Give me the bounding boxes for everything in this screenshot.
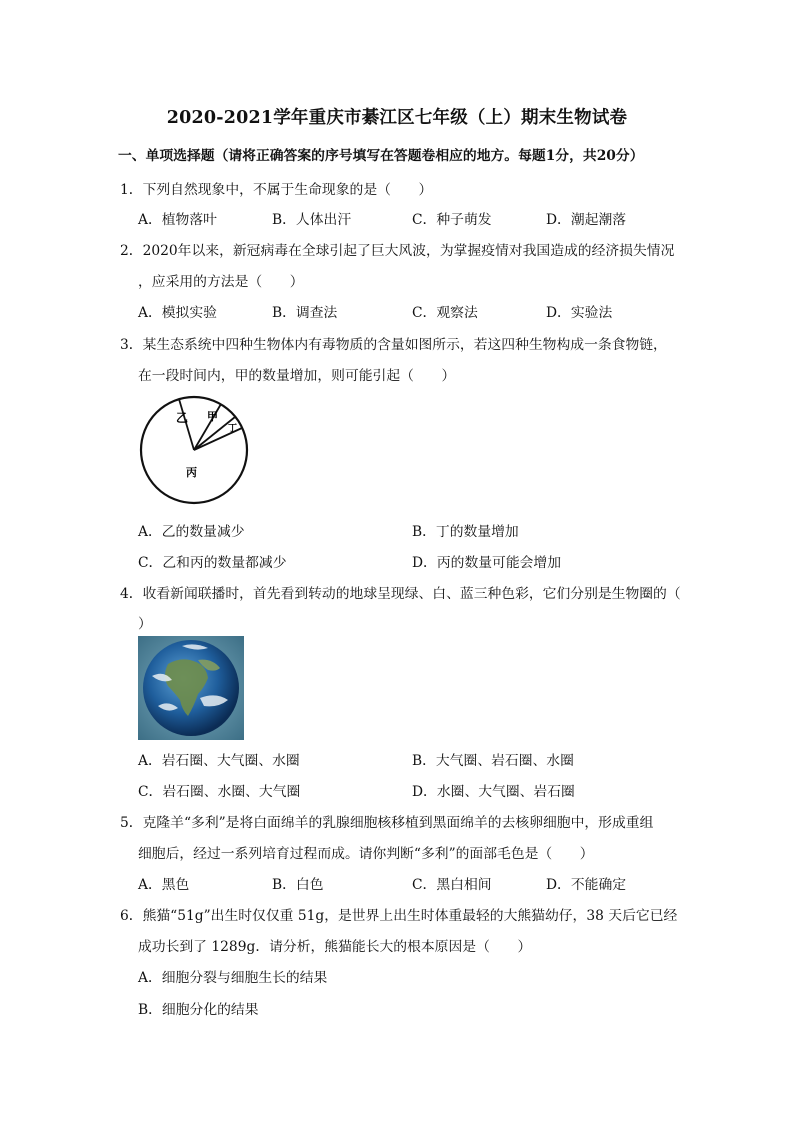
q2-option-a: A．模拟实验 <box>138 305 217 321</box>
pie-label-yi: 乙 <box>176 411 189 425</box>
q5-option-a: A．黑色 <box>138 877 190 893</box>
question-4-text-cont: ） <box>138 616 152 632</box>
section-heading: 一、单项选择题（请将正确答案的序号填写在答题卷相应的地方。每题1分，共20分） <box>118 148 644 164</box>
q6-option-a: A．细胞分裂与细胞生长的结果 <box>138 970 328 986</box>
q3-option-d: D．丙的数量可能会增加 <box>412 555 562 571</box>
toxin-pie-figure <box>136 392 256 510</box>
q5-option-c: C．黑白相间 <box>412 877 492 893</box>
exam-title: 2020-2021学年重庆市綦江区七年级（上）期末生物试卷 <box>166 108 628 128</box>
pie-label-jia: 甲 <box>207 410 218 423</box>
q1-option-b: B．人体出汗 <box>272 212 352 228</box>
question-5-text-cont: 细胞后，经过一系列培育过程而成。请你判断“多利”的面部毛色是（ ） <box>138 846 594 862</box>
q4-option-d: D．水圈、大气圈、岩石圈 <box>412 784 575 800</box>
q4-option-b: B．大气圈、岩石圈、水圈 <box>412 753 574 769</box>
q6-option-b: B．细胞分化的结果 <box>138 1002 259 1018</box>
q2-option-c: C．观察法 <box>412 305 478 321</box>
q1-option-a: A．植物落叶 <box>138 212 217 228</box>
pie-label-bing: 丙 <box>186 466 197 479</box>
question-5-text: 5．克隆羊“多利”是将白面绵羊的乳腺细胞核移植到黑面绵羊的去核卵细胞中，形成重组 <box>120 815 654 831</box>
question-2-text: 2．2020年以来，新冠病毒在全球引起了巨大风波，为掌握疫情对我国造成的经济损失情况 <box>120 243 675 259</box>
q3-option-c: C．乙和丙的数量都减少 <box>138 555 287 571</box>
question-1-text: 1．下列自然现象中，不属于生命现象的是（ ） <box>120 182 433 198</box>
q5-option-d: D．不能确定 <box>546 877 627 893</box>
question-4-text: 4．收看新闻联播时，首先看到转动的地球呈现绿、白、蓝三种色彩，它们分别是生物圈的（ <box>120 586 681 602</box>
earth-photo <box>138 636 244 740</box>
q3-option-b: B．丁的数量增加 <box>412 524 519 540</box>
pie-label-ding: 丁 <box>228 424 238 434</box>
question-3-text-cont: 在一段时间内，甲的数量增加，则可能引起（ ） <box>138 368 456 384</box>
question-3-text: 3．某生态系统中四种生物体内有毒物质的含量如图所示，若这四种生物构成一条食物链， <box>120 337 667 353</box>
q1-option-c: C．种子萌发 <box>412 212 492 228</box>
question-6-text-cont: 成功长到了 1289g．请分析，熊猫能长大的根本原因是（ ） <box>138 939 532 955</box>
q3-option-a: A．乙的数量减少 <box>138 524 245 540</box>
question-6-text: 6．熊猫“51g”出生时仅仅重 51g，是世界上出生时体重最轻的大熊猫幼仔，38 天后它已经 <box>120 908 678 924</box>
q1-option-d: D．潮起潮落 <box>546 212 627 228</box>
question-2-text-cont: ，应采用的方法是（ ） <box>138 274 304 290</box>
q2-option-b: B．调查法 <box>272 305 338 321</box>
q2-option-d: D．实验法 <box>546 305 613 321</box>
q4-option-a: A．岩石圈、大气圈、水圈 <box>138 753 300 769</box>
q4-option-c: C．岩石圈、水圈、大气圈 <box>138 784 301 800</box>
q5-option-b: B．白色 <box>272 877 324 893</box>
